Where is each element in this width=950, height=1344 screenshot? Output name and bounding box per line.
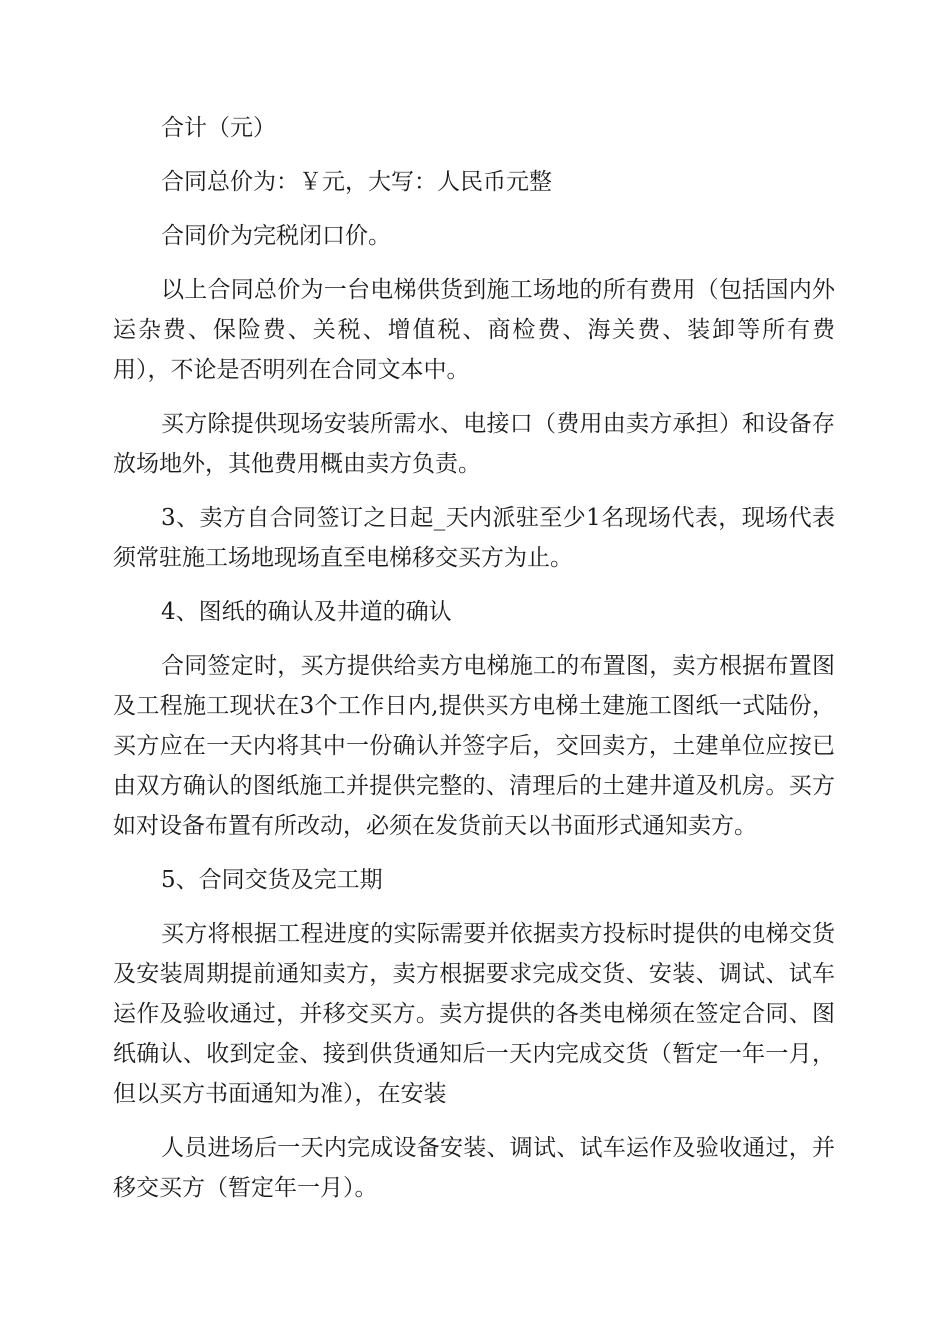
paragraph-installation-schedule: 人员进场后一天内完成设备安装、调试、试车运作及验收通过，并移交买方（暂定年一月）。 <box>113 1135 835 1201</box>
paragraph-drawing-confirmation: 合同签定时，买方提供给卖方电梯施工的布置图，卖方根据布置图及工程施工现状在3个工作日内,提供买方电梯土建施工图纸一式陆份，买方应在一天内将其中一份确认并签字后，交回卖方，土建单位应按已由双方确认的图纸施工并提供完整的、清理后的土建井道及机房。买方如对设备布置有所改动，必须在发货前天以书面形式通知卖方。 <box>113 653 835 839</box>
paragraph-tax-inclusive-price: 合同价为完税闭口价。 <box>161 223 391 249</box>
paragraph-delivery-schedule: 买方将根据工程进度的实际需要并依据卖方投标时提供的电梯交货及安装周期提前通知卖方，卖方根据要求完成交货、安装、调试、试车运作及验收通过，并移交买方。卖方提供的各类电梯须在签定合同、图纸确认、收到定金、接到供货通知后一天内完成交货（暂定一年一月，但以买方书面通知为准），在安装 <box>113 921 835 1107</box>
paragraph-price-scope: 以上合同总价为一台电梯供货到施工场地的所有费用（包括国内外运杂费、保险费、关税、增值税、商检费、海关费、装卸等所有费用），不论是否明列在合同文本中。 <box>113 277 835 383</box>
document-body <box>113 108 835 1222</box>
paragraph-section-3-site-representative: 3、卖方自合同签订之日起_天内派驻至少1名现场代表，现场代表须常驻施工场地现场直至电梯移交买方为止。 <box>113 505 835 571</box>
heading-section-5-delivery: 5、合同交货及完工期 <box>161 867 383 893</box>
paragraph-contract-total-price: 合同总价为：￥元，大写：人民币元整 <box>161 169 552 195</box>
heading-section-4-drawings: 4、图纸的确认及井道的确认 <box>161 599 452 625</box>
paragraph-total-label: 合计（元） <box>161 115 276 141</box>
paragraph-buyer-provisions: 买方除提供现场安装所需水、电接口（费用由卖方承担）和设备存放场地外，其他费用概由卖方负责。 <box>113 411 835 477</box>
